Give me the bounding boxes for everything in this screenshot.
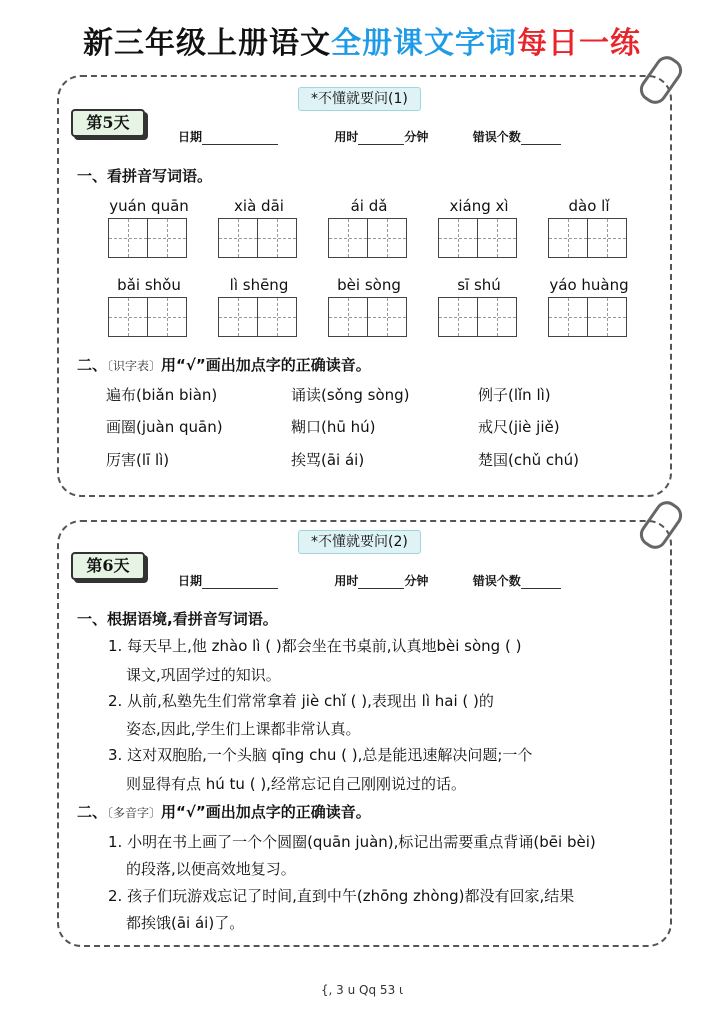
reading-item: 例子(lǐn lì) (478, 386, 551, 404)
question-line: 1. 小明在书上画了一个个圆圈(quān juàn),标记出需要重点背诵(bēi bèi) (108, 833, 596, 851)
section-heading (77, 801, 371, 822)
writing-grid[interactable] (328, 297, 406, 337)
date-label: 日期 (178, 130, 203, 144)
question-line: 的段落,以便高效地复习。 (126, 860, 296, 878)
writing-grid[interactable] (328, 218, 406, 258)
pinyin: bèi sòng (337, 276, 401, 294)
title-part-2: 全册课文字词 (331, 26, 517, 61)
errors-label: 错误个数 (472, 574, 521, 588)
reading-item: 画圈(juàn quān) (106, 418, 223, 436)
section-text: 用“√”画出加点字的正确读音。 (161, 356, 371, 374)
writing-grid[interactable] (218, 297, 296, 337)
section-heading: 一、根据语境,看拼音写词语。 (77, 610, 278, 628)
question-line: 姿态,因此,学生们上课都非常认真。 (126, 720, 361, 738)
reading-item: 诵读(sǒng sòng) (291, 386, 410, 404)
pinyin: xiáng xì (449, 197, 509, 215)
reading-item: 戒尺(jiè jiě) (478, 418, 560, 436)
section-heading: 一、看拼音写词语。 (77, 167, 213, 185)
writing-grid[interactable] (218, 218, 296, 258)
pinyin: xià dāi (234, 197, 284, 215)
day-badge: 第5天 (71, 109, 145, 137)
title-part-3: 每日一练 (517, 26, 641, 61)
writing-grid[interactable] (438, 297, 516, 337)
pinyin: sī shú (457, 276, 501, 294)
time-blank[interactable] (358, 588, 404, 589)
question-line: 3. 这对双胞胎,一个头脑 qīng chu ( ),总是能迅速解决问题;一个 (108, 746, 533, 764)
writing-grid[interactable] (108, 297, 186, 337)
reading-item: 厉害(lī lì) (106, 451, 170, 469)
time-label: 用时 (334, 130, 359, 144)
reading-item: 楚国(chǔ chú) (478, 451, 579, 469)
minutes-label: 分钟 (404, 130, 429, 144)
question-line: 都挨饿(āi ái)了。 (126, 914, 245, 932)
pinyin: yáo huàng (549, 276, 629, 294)
reading-item: 挨骂(āi ái) (291, 451, 365, 469)
errors-blank[interactable] (521, 588, 561, 589)
date-blank[interactable] (202, 588, 278, 589)
date-label: 日期 (178, 574, 203, 588)
title-part-1: 新三年级上册语文 (83, 26, 331, 61)
writing-grid[interactable] (108, 218, 186, 258)
question-line: 课文,巩固学过的知识。 (126, 666, 281, 684)
section-bracket: 〔识字表〕 (107, 359, 162, 373)
section-prefix: 二、 (77, 356, 108, 374)
section-bracket: 〔多音字〕 (107, 806, 162, 820)
day-badge: 第6天 (71, 552, 145, 580)
pinyin: dào lǐ (568, 197, 610, 215)
pinyin: bǎi shǒu (117, 276, 181, 294)
footer-text: {, 3 u Qq 53 ι (320, 983, 404, 997)
section-text: 用“√”画出加点字的正确读音。 (161, 803, 371, 821)
date-blank[interactable] (202, 144, 278, 145)
reading-item: 遍布(biǎn biàn) (106, 386, 218, 404)
question-line: 2. 孩子们玩游戏忘记了时间,直到中午(zhōng zhòng)都没有回家,结果 (108, 887, 575, 905)
pinyin: ái dǎ (350, 197, 388, 215)
pinyin: yuán quān (109, 197, 189, 215)
reading-item: 糊口(hū hú) (291, 418, 376, 436)
writing-grid[interactable] (548, 297, 626, 337)
section-prefix: 二、 (77, 803, 108, 821)
writing-grid[interactable] (548, 218, 626, 258)
writing-grid[interactable] (438, 218, 516, 258)
meta-row (178, 128, 561, 145)
section-heading (77, 354, 371, 375)
time-blank[interactable] (358, 144, 404, 145)
pinyin: lì shēng (229, 276, 289, 294)
minutes-label: 分钟 (404, 574, 429, 588)
meta-row (178, 572, 561, 589)
page-title (0, 18, 724, 62)
question-line: 1. 每天早上,他 zhào lì ( )都会坐在书桌前,认真地bèi sòng ( ) (108, 637, 522, 655)
question-line: 则显得有点 hú tu ( ),经常忘记自己刚刚说过的话。 (126, 775, 466, 793)
question-line: 2. 从前,私塾先生们常常拿着 jiè chǐ ( ),表现出 lì hai ( )的 (108, 692, 494, 710)
errors-blank[interactable] (521, 144, 561, 145)
time-label: 用时 (334, 574, 359, 588)
errors-label: 错误个数 (472, 130, 521, 144)
section-tag: *不懂就要问(1) (298, 87, 421, 111)
section-tag: *不懂就要问(2) (298, 530, 421, 554)
